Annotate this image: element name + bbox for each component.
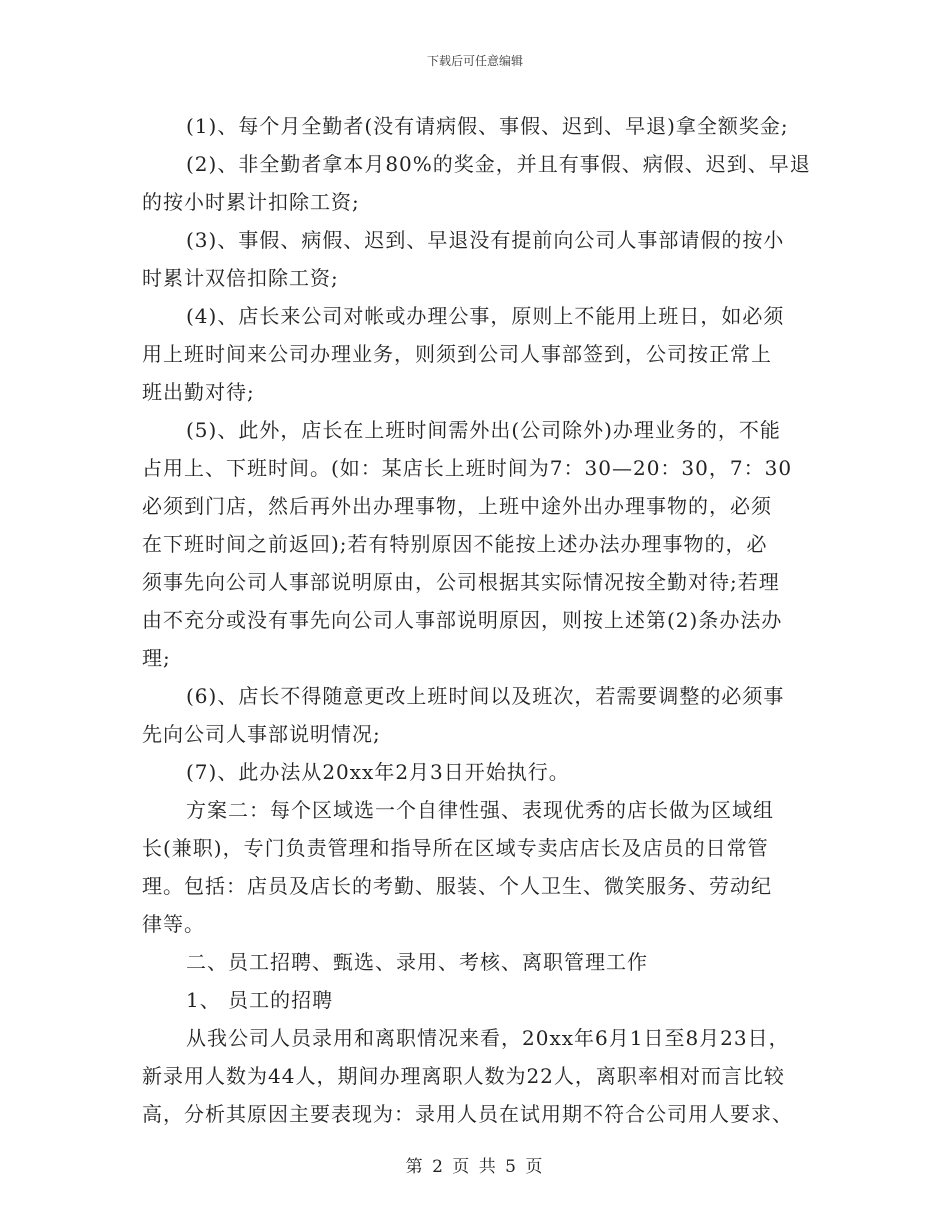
- text-line: (6)、店长不得随意更改上班时间以及班次，若需要调整的必须事: [186, 684, 785, 708]
- text-line: 占用上、下班时间。(如：某店长上班时间为7：30—20：30，7：30: [142, 456, 793, 480]
- text-line: 理;: [142, 646, 171, 670]
- text-line: 必须到门店，然后再外出办理事物，上班中途外出办理事物的，必须: [142, 494, 772, 518]
- text-line: (5)、此外，店长在上班时间需外出(公司除外)办理业务的，不能: [186, 418, 781, 442]
- text-line: (1)、每个月全勤者(没有请病假、事假、迟到、早退)拿全额奖金;: [186, 114, 789, 138]
- text-line: (2)、非全勤者拿本月80%的奖金，并且有事假、病假、迟到、早退: [186, 152, 811, 176]
- text-line: (3)、事假、病假、迟到、早退没有提前向公司人事部请假的按小: [186, 228, 785, 252]
- text-line: 理。包括：店员及店长的考勤、服装、个人卫生、微笑服务、劳动纪: [142, 874, 772, 898]
- text-line: 高，分析其原因主要表现为：录用人员在试用期不符合公司用人要求、: [142, 1102, 793, 1126]
- text-line: 由不充分或没有事先向公司人事部说明原因，则按上述第(2)条办法办: [142, 608, 783, 632]
- text-line: 的按小时累计扣除工资;: [142, 190, 360, 214]
- text-line: 先向公司人事部说明情况;: [142, 722, 381, 746]
- text-line: 方案二：每个区域选一个自律性强、表现优秀的店长做为区域组: [186, 798, 774, 822]
- page-header: 下载后可任意编辑: [426, 54, 523, 68]
- text-line: 班出勤对待;: [142, 380, 255, 404]
- text-line: (4)、店长来公司对帐或办理公事，原则上不能用上班日，如必须: [186, 304, 785, 328]
- text-line: 从我公司人员录用和离职情况来看，20xx年6月1日至8月23日，: [186, 1026, 790, 1050]
- text-line: 1、 员工的招聘: [186, 988, 334, 1012]
- text-line: 二、员工招聘、甄选、录用、考核、离职管理工作: [186, 950, 648, 974]
- text-line: (7)、此办法从20xx年2月3日开始执行。: [186, 760, 570, 784]
- text-line: 须事先向公司人事部说明原由，公司根据其实际情况按全勤对待;若理: [142, 570, 780, 594]
- text-line: 长(兼职)，专门负责管理和指导所在区域专卖店店长及店员的日常管: [142, 836, 769, 860]
- text-line: 新录用人数为44人，期间办理离职人数为22人，离职率相对而言比较: [142, 1064, 785, 1088]
- text-line: 律等。: [142, 912, 205, 936]
- text-line: 时累计双倍扣除工资;: [142, 266, 339, 290]
- page-footer: 第 2 页 共 5 页: [405, 1157, 545, 1177]
- document-body: [142, 107, 812, 1133]
- text-line: 在下班时间之前返回);若有特别原因不能按上述办法办理事物的，必: [142, 532, 768, 556]
- text-line: 用上班时间来公司办理业务，则须到公司人事部签到，公司按正常上: [142, 342, 772, 366]
